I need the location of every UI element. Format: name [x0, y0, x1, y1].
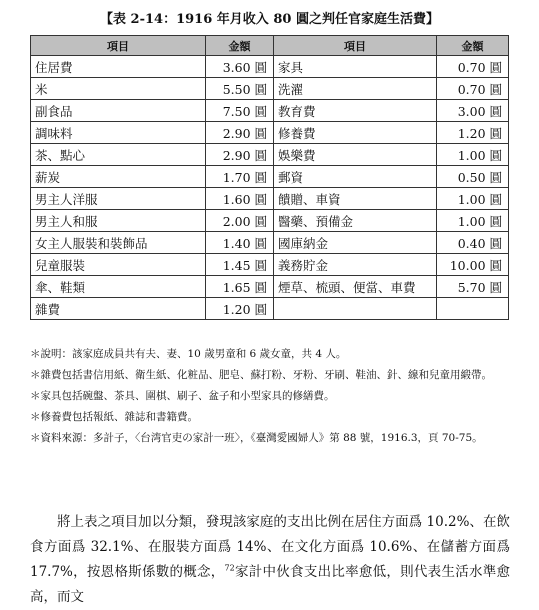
expense-item-cell: 住居費 [31, 56, 206, 78]
table-notes [30, 346, 510, 451]
expense-amount-cell: 7.50 圓 [206, 100, 274, 122]
expense-item-cell: 男主人和服 [31, 210, 206, 232]
table-row [31, 188, 509, 210]
expense-amount-cell: 0.70 圓 [437, 56, 509, 78]
header-amount: 金額 [437, 36, 509, 56]
expense-item-cell: 茶、點心 [31, 144, 206, 166]
expense-amount-cell: 1.40 圓 [206, 232, 274, 254]
table-body [31, 56, 509, 320]
table-row [31, 276, 509, 298]
expense-item-cell: 娛樂費 [274, 144, 437, 166]
table-row [31, 298, 509, 320]
expense-item-cell: 教育費 [274, 100, 437, 122]
note-line: ＊家具包括碗盤、茶具、圍棋、刷子、盆子和小型家具的修繕費。 [30, 390, 335, 402]
note-line: ＊說明：該家庭成員共有夫、妻、10 歲男童和 6 歲女童，共 4 人。 [30, 348, 347, 360]
header-item: 項目 [274, 36, 437, 56]
expense-item-cell: 雜費 [31, 298, 206, 320]
expense-item-cell: 副食品 [31, 100, 206, 122]
expense-amount-cell: 1.00 圓 [437, 188, 509, 210]
table-row [31, 56, 509, 78]
expense-item-cell: 郵資 [274, 166, 437, 188]
expense-item-cell: 女主人服裝和裝飾品 [31, 232, 206, 254]
expense-item-cell: 煙草、梳頭、便當、車費 [274, 276, 437, 298]
expense-amount-cell: 3.60 圓 [206, 56, 274, 78]
expense-amount-cell: 2.90 圓 [206, 144, 274, 166]
expense-amount-cell: 1.00 圓 [437, 144, 509, 166]
table-row [31, 100, 509, 122]
expense-item-cell: 國庫納金 [274, 232, 437, 254]
note-line: ＊資料來源：多計子，〈台湾官吏の家計一班〉，《臺灣愛國婦人》第 88 號，1916.3，頁 70-75。 [30, 432, 483, 444]
expense-amount-cell: 1.00 圓 [437, 210, 509, 232]
expense-item-cell: 修養費 [274, 122, 437, 144]
expense-item-cell: 男主人洋服 [31, 188, 206, 210]
expense-amount-cell: 0.70 圓 [437, 78, 509, 100]
table-row [31, 144, 509, 166]
paragraph-text: 家計中伙食支出比率愈低，則代表生活水準愈高，而文 [30, 564, 510, 605]
expense-amount-cell: 1.20 圓 [206, 298, 274, 320]
expense-item-cell [274, 298, 437, 320]
body-paragraph [30, 510, 510, 610]
expense-amount-cell: 1.20 圓 [437, 122, 509, 144]
expense-amount-cell: 1.45 圓 [206, 254, 274, 276]
expense-amount-cell: 5.70 圓 [437, 276, 509, 298]
expense-amount-cell: 0.40 圓 [437, 232, 509, 254]
expense-amount-cell: 3.00 圓 [437, 100, 509, 122]
expense-amount-cell [437, 298, 509, 320]
table-row [31, 122, 509, 144]
table-row [31, 210, 509, 232]
living-expense-table [30, 35, 509, 320]
expense-amount-cell: 1.60 圓 [206, 188, 274, 210]
expense-amount-cell: 1.65 圓 [206, 276, 274, 298]
table-title: 【表 2-14：1916 年月收入 80 圓之判任官家庭生活費】 [100, 12, 439, 27]
expense-item-cell: 薪炭 [31, 166, 206, 188]
expense-amount-cell: 2.00 圓 [206, 210, 274, 232]
expense-item-cell: 醫藥、預備金 [274, 210, 437, 232]
expense-item-cell: 兒童服裝 [31, 254, 206, 276]
expense-item-cell: 調味料 [31, 122, 206, 144]
footnote-marker: 72 [224, 563, 235, 573]
expense-amount-cell: 2.90 圓 [206, 122, 274, 144]
header-item: 項目 [31, 36, 206, 56]
note-line: ＊雜費包括書信用紙、衛生紙、化粧品、肥皂、蘇打粉、牙粉、牙刷、鞋油、針、線和兒童用緞帶。 [30, 369, 492, 381]
note-line: ＊修養費包括報紙、雜誌和書籍費。 [30, 411, 198, 423]
table-row [31, 254, 509, 276]
expense-amount-cell: 5.50 圓 [206, 78, 274, 100]
table-row [31, 232, 509, 254]
expense-item-cell: 饋贈、車資 [274, 188, 437, 210]
expense-amount-cell: 10.00 圓 [437, 254, 509, 276]
expense-item-cell: 家具 [274, 56, 437, 78]
expense-item-cell: 傘、鞋類 [31, 276, 206, 298]
expense-amount-cell: 1.70 圓 [206, 166, 274, 188]
expense-item-cell: 義務貯金 [274, 254, 437, 276]
paragraph-text: 將上表之項目加以分類，發現該家庭的支出比例在居住方面爲 10.2%、在飲食方面爲 32.1%、在服裝方面爲 14%、在文化方面爲 10.6%、在儲蓄方面爲 17.7%，按恩格斯係數的概念， [30, 514, 510, 580]
table-row [31, 78, 509, 100]
header-amount: 金額 [206, 36, 274, 56]
expense-amount-cell: 0.50 圓 [437, 166, 509, 188]
table-row [31, 166, 509, 188]
expense-item-cell: 洗濯 [274, 78, 437, 100]
expense-item-cell: 米 [31, 78, 206, 100]
table-header-row [31, 36, 509, 56]
